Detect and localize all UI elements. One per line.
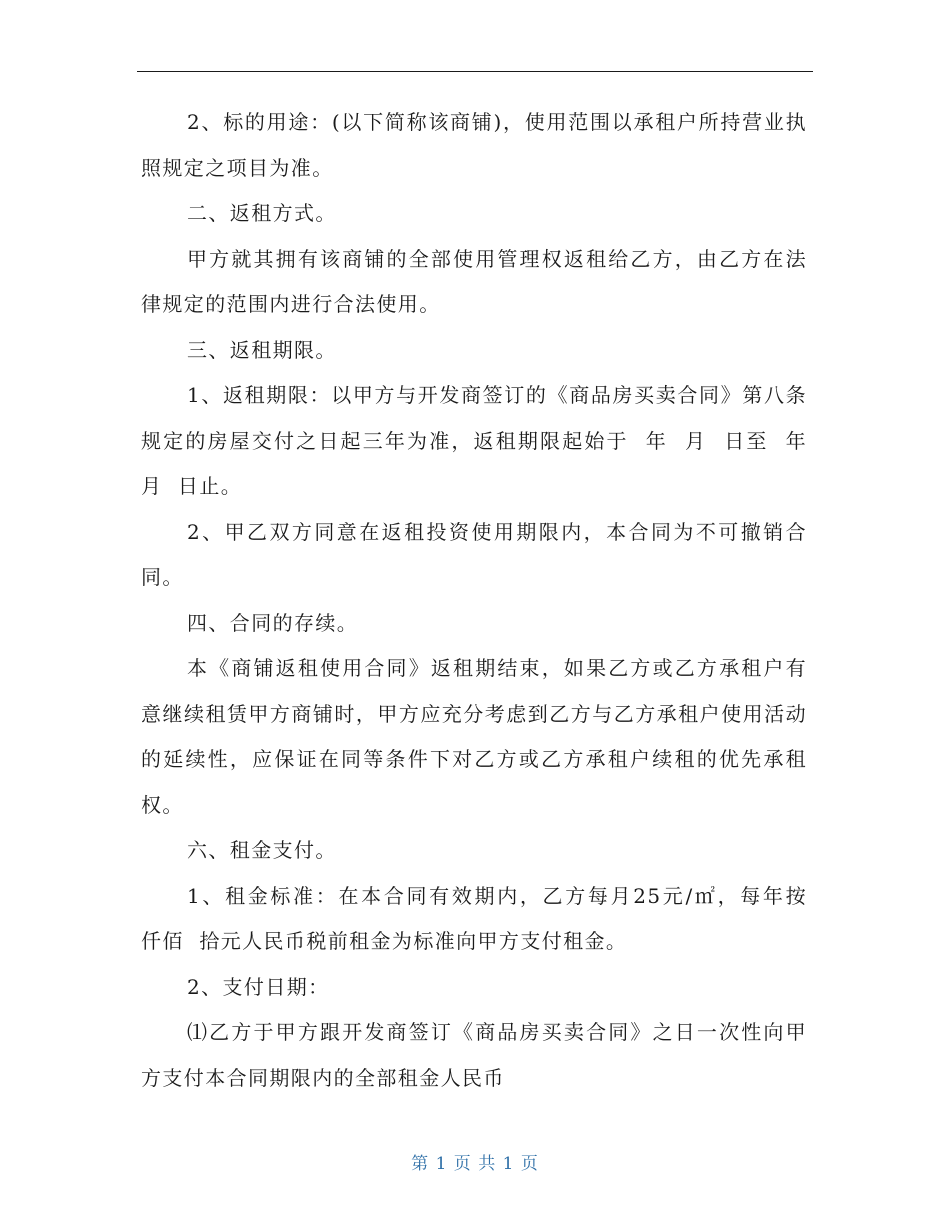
paragraph-term-1: 1、返租期限：以甲方与开发商签订的《商品房买卖合同》第八条规定的房屋交付之日起三年为准，返租期限起始于 年 月 日至 年 月 日止。 bbox=[141, 383, 823, 498]
paragraph-payment-date-item-1: ⑴乙方于甲方跟开发商签订《商品房买卖合同》之日一次性向甲方支付本合同期限内的全部租金人民币 bbox=[141, 1020, 807, 1090]
paragraph-payment-date: 2、支付日期： bbox=[187, 974, 330, 999]
paragraph-rent-standard: 1、租金标准：在本合同有效期内，乙方每月25元/㎡，每年按 仟佰 拾元人民币税前租金为标准向甲方支付租金。 bbox=[141, 883, 823, 953]
page-number-label: 第 1 页 共 1 页 bbox=[411, 1154, 539, 1174]
page-footer bbox=[0, 1149, 950, 1174]
header-rule bbox=[137, 71, 813, 72]
paragraph-return-lease-method: 甲方就其拥有该商铺的全部使用管理权返租给乙方，由乙方在法律规定的范围内进行合法使用。 bbox=[141, 246, 807, 316]
paragraph-usage: 2、标的用途：(以下简称该商铺)，使用范围以承租户所持营业执照规定之项目为准。 bbox=[141, 110, 807, 180]
document-body bbox=[141, 100, 823, 1101]
paragraph-term-2: 2、甲乙双方同意在返租投资使用期限内，本合同为不可撤销合同。 bbox=[141, 519, 807, 589]
heading-rent-payment: 六、租金支付。 bbox=[187, 838, 337, 862]
paragraph-contract-continuation: 本《商铺返租使用合同》返租期结束，如果乙方或乙方承租户有意继续租赁甲方商铺时，甲方应充分考虑到乙方与乙方承租户使用活动的延续性，应保证在同等条件下对乙方或乙方承租户续租的优先承租权。 bbox=[141, 656, 807, 817]
heading-return-lease-method: 二、返租方式。 bbox=[187, 201, 337, 225]
heading-return-lease-term: 三、返租期限。 bbox=[187, 337, 337, 362]
heading-contract-continuation: 四、合同的存续。 bbox=[187, 610, 359, 635]
